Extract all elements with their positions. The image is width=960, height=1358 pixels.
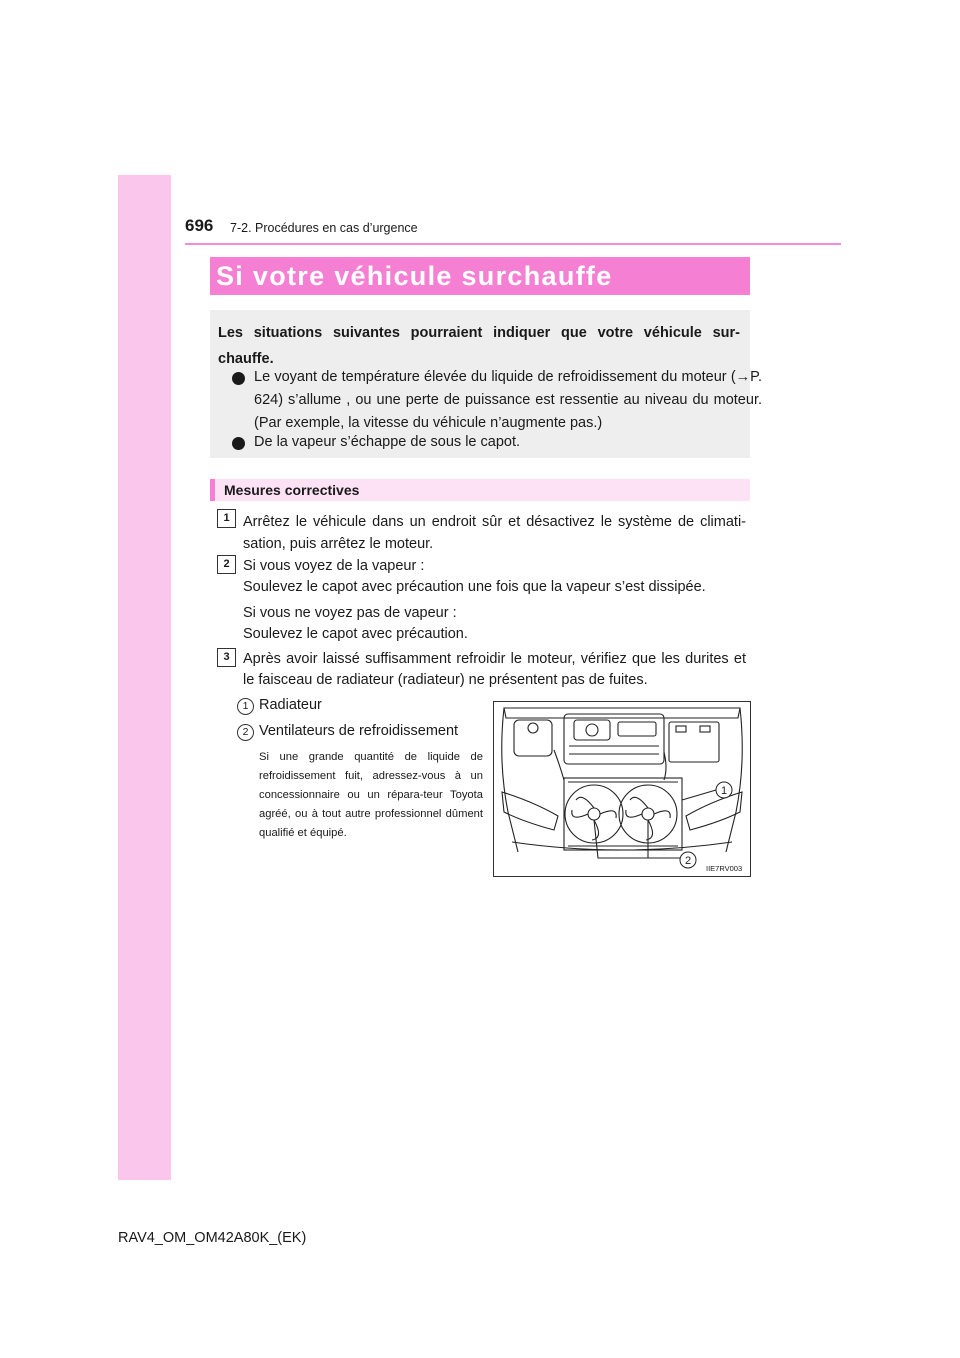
step-text: Après avoir laissé suffisamment refroidir le moteur, vérifiez que les durites et le faisceau de radiateur (radiateur) ne présentent pas de fuites. [243, 651, 746, 688]
footer-code: RAV4_OM_OM42A80K_(EK) [118, 1230, 307, 1246]
bullet-text: De la vapeur s’échappe de sous le capot. [254, 434, 521, 450]
step-number-badge: 2 [217, 555, 236, 574]
section-label: 7-2. Procédures en cas d’urgence [230, 221, 418, 235]
page-title: Si votre véhicule surchauffe [216, 261, 613, 291]
step-number-badge: 1 [217, 509, 236, 528]
callout-number: 1 [237, 698, 254, 715]
engine-bay-illustration [493, 701, 751, 877]
header-divider [185, 243, 841, 245]
bullet-dot-icon [232, 437, 245, 450]
step-text: Soulevez le capot avec précaution. [243, 626, 468, 642]
intro-lead: Les situations suivantes pourraient indiquer que votre véhicule sur-chauffe. [218, 325, 740, 367]
title-bar [210, 257, 750, 295]
bullet-dot-icon [232, 372, 245, 385]
step-text: Si vous voyez de la vapeur : [243, 558, 425, 574]
subsection-accent [210, 479, 215, 501]
engine-bay-drawing [494, 702, 750, 876]
figure-callout-2: 2 [684, 855, 692, 867]
note-text: Si une grande quantité de liquide de refroidissement fuit, adressez-vous à un concessionnaire ou un répara-teur Toyota agréé, ou à tout autre professionnel dûment qualifié et équipé. [259, 751, 483, 839]
legend-label: Ventilateurs de refroidissement [259, 723, 459, 739]
callout-number: 2 [237, 724, 254, 741]
figure-code: IIE7RV003 [706, 864, 743, 873]
subsection-title: Mesures correctives [224, 482, 360, 498]
step-text: Arrêtez le véhicule dans un endroit sûr et désactivez le système de climati-sation, puis arrêtez le moteur. [243, 514, 746, 552]
side-tab [118, 175, 171, 1180]
legend-label: Radiateur [259, 697, 322, 713]
bullet-text: Le voyant de température élevée du liquide de refroidissement du moteur (→P. 624) s’allume , ou une perte de puissance est ressentie au niveau du moteur. (Par exemple, la vitesse du véhicule n’augmente pas.) [254, 369, 762, 431]
step-text: Soulevez le capot avec précaution une fois que la vapeur s’est dissipée. [243, 579, 706, 595]
intro-bullet [232, 366, 762, 436]
intro-box [210, 310, 762, 458]
step-number-badge: 3 [217, 648, 236, 667]
intro-bullet [232, 431, 742, 454]
page-number: 696 [185, 216, 214, 235]
step-text: Si vous ne voyez pas de vapeur : [243, 605, 457, 621]
figure-callout-1: 1 [720, 785, 728, 797]
subsection-heading [210, 479, 750, 501]
